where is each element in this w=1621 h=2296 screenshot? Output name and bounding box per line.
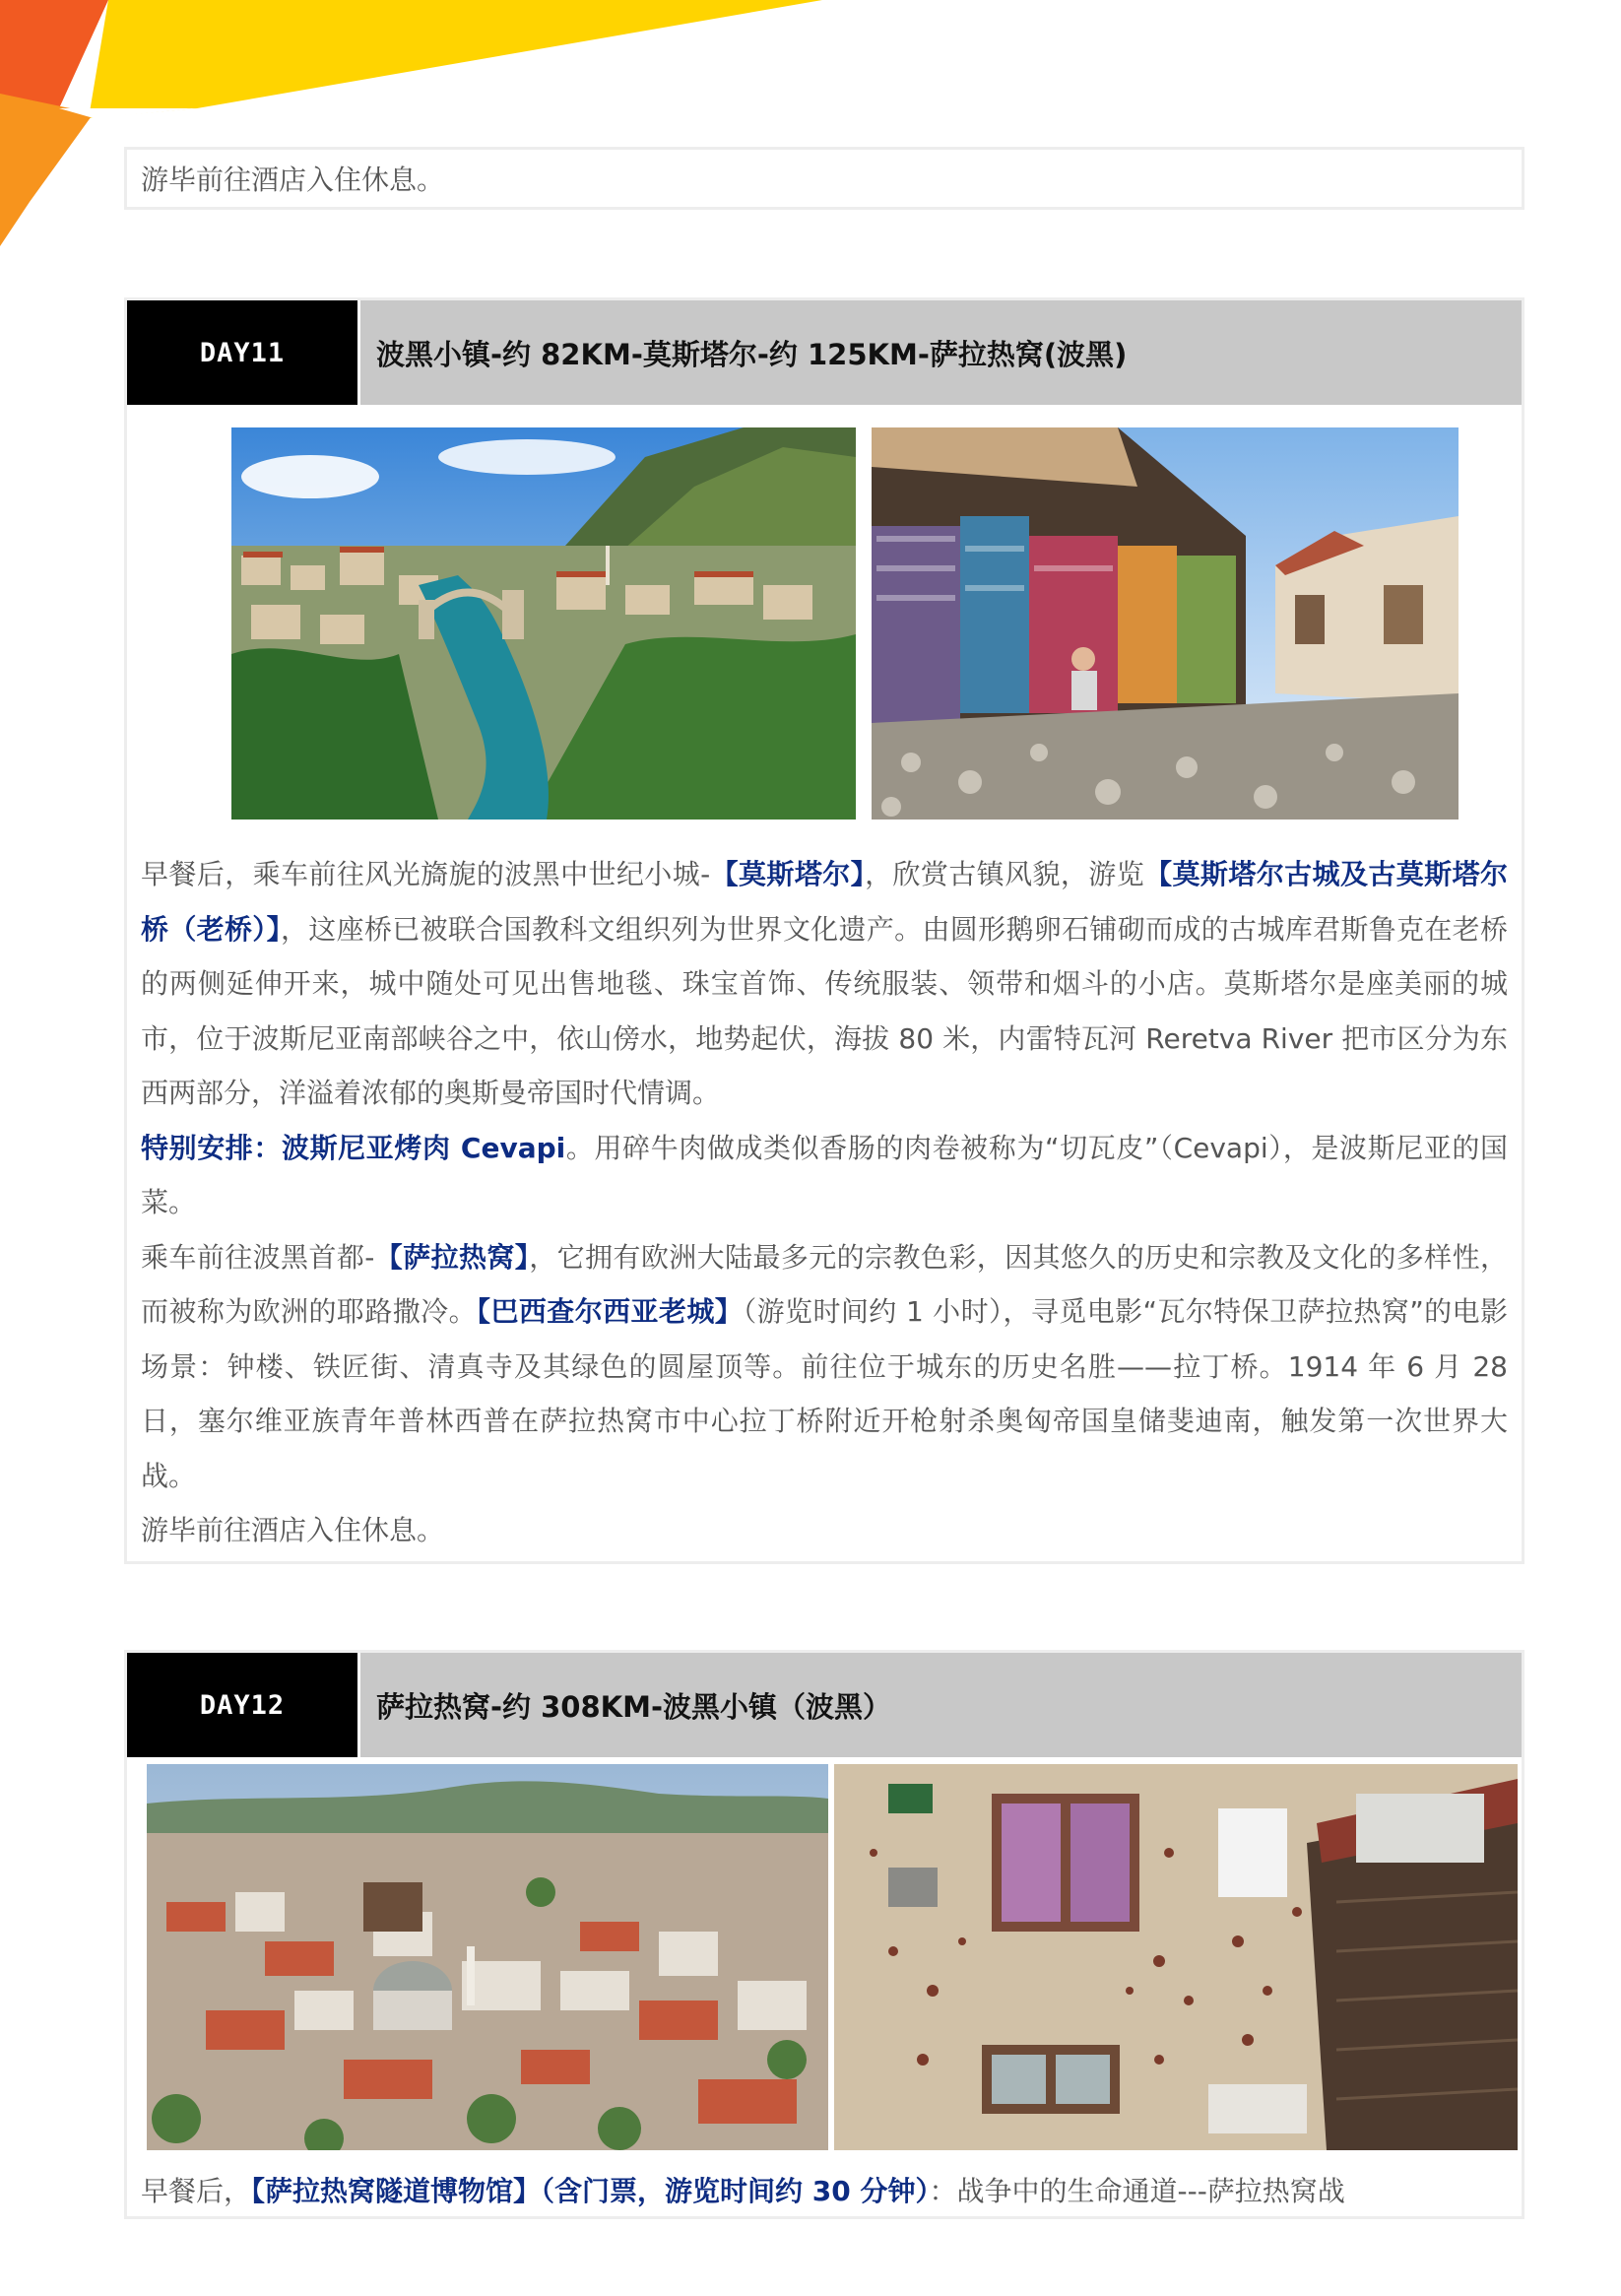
day12-paragraph-1: 早餐后，【萨拉热窝隧道博物馆】（含门票，游览时间约 30 分钟）：战争中的生命通道---萨拉热窝战 <box>141 2175 1345 2207</box>
day11-description <box>141 847 1508 1558</box>
day12-label: DAY12 <box>127 1653 357 1757</box>
day12-header <box>127 1653 1522 1757</box>
cevapi-highlight: 特别安排：波斯尼亚烤肉 Cevapi <box>141 1131 566 1164</box>
tunnel-museum-highlight: 【萨拉热窝隧道博物馆】（含门票，游览时间约 30 分钟） <box>251 2175 930 2207</box>
day11-title: 波黑小镇-约 82KM-莫斯塔尔-约 125KM-萨拉热窝(波黑) <box>360 300 1522 405</box>
sarajevo-city-aerial-photo <box>147 1764 828 2150</box>
tunnel-museum-wall-photo <box>834 1764 1518 2150</box>
sarajevo-highlight: 【萨拉热窝】 <box>374 1240 530 1274</box>
mostar-highlight: 【莫斯塔尔】 <box>710 858 866 890</box>
previous-day-end-text: 游毕前往酒店入住休息。 <box>141 164 445 196</box>
day12-title: 萨拉热窝-约 308KM-波黑小镇（波黑） <box>360 1653 1522 1757</box>
day12-description <box>141 2164 1508 2219</box>
mostar-bazaar-street-photo <box>872 427 1459 820</box>
old-bridge-highlight: 【莫斯塔尔古城及古莫斯塔尔桥（老桥）】 <box>141 858 1508 946</box>
corner-decoration <box>0 0 827 256</box>
day11-label: DAY11 <box>127 300 357 405</box>
day11-paragraph-1: 早餐后，乘车前往风光旖旎的波黑中世纪小城-【莫斯塔尔】，欣赏古镇风貌，游览【莫斯塔尔古城及古莫斯塔尔桥（老桥）】，这座桥已被联合国教科文组织列为世界文化遗产。由圆形鹅卵石铺砌而成的古城库君斯鲁克在老桥的两侧延伸开来，城中随处可见出售地毯、珠宝首饰、传统服装、领带和烟斗的小店。莫斯塔尔是座美丽的城市，位于波斯尼亚南部峡谷之中，依山傍水，地势起伏，海拔 80 米，内雷特瓦河 Reretva River 把市区分为东西两部分，洋溢着浓郁的奥斯曼帝国时代情调。 <box>141 858 1508 1109</box>
day12-section <box>124 1650 1524 2219</box>
previous-day-end-box <box>124 147 1524 210</box>
day11-header <box>127 300 1522 405</box>
day11-paragraph-4: 游毕前往酒店入住休息。 <box>141 1514 445 1546</box>
day11-paragraph-3: 乘车前往波黑首都-【萨拉热窝】，它拥有欧洲大陆最多元的宗教色彩，因其悠久的历史和宗教及文化的多样性，而被称为欧洲的耶路撒冷。【巴西查尔西亚老城】（游览时间约 1 小时），寻觅电影“瓦尔特保卫萨拉热窝”的电影场景：钟楼、铁匠街、清真寺及其绿色的圆屋顶等。前往位于城东的历史名胜——拉丁桥。1914 年 6 月 28 日，塞尔维亚族青年普林西普在萨拉热窝市中心拉丁桥附近开枪射杀奥匈帝国皇储斐迪南，触发第一次世界大战。 <box>141 1240 1508 1492</box>
mostar-bridge-river-photo <box>231 427 856 820</box>
bascarsija-highlight: 【巴西查尔西亚老城】 <box>477 1295 744 1328</box>
day11-section <box>124 297 1524 1564</box>
day11-paragraph-2: 特别安排：波斯尼亚烤肉 Cevapi。用碎牛肉做成类似香肠的肉卷被称为“切瓦皮”（Cevapi），是波斯尼亚的国菜。 <box>141 1131 1508 1218</box>
